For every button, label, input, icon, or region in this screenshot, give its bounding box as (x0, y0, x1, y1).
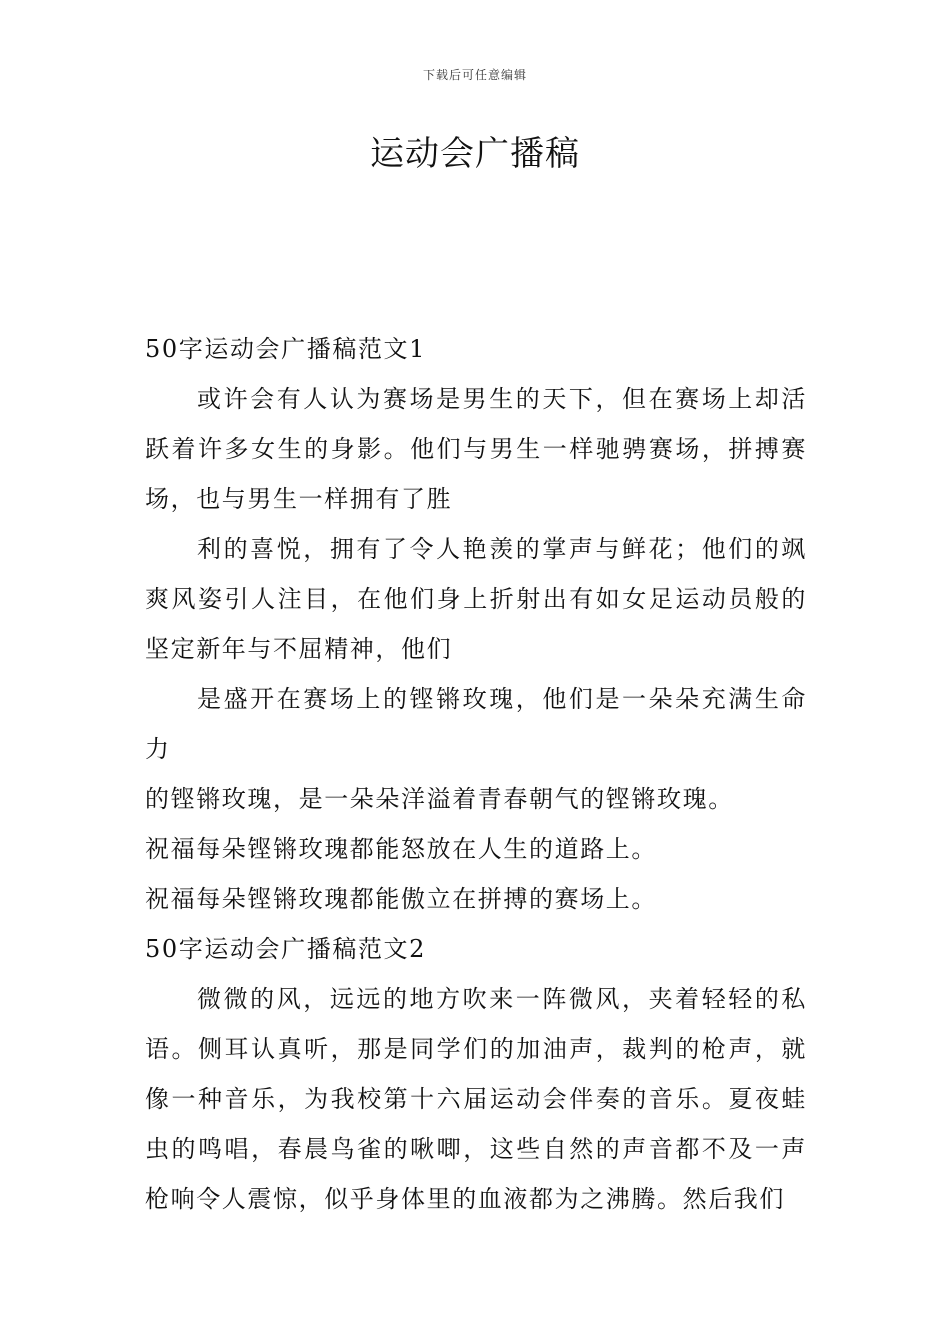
paragraph: 微微的风，远远的地方吹来一阵微风，夹着轻轻的私语。侧耳认真听，那是同学们的加油声，裁判的枪声，就像一种音乐，为我校第十六届运动会伴奏的音乐。夏夜蛙虫的鸣唱，春晨鸟雀的啾唧，这些自然的声音都不及一声枪响令人震惊，似乎身体里的血液都为之沸腾。然后我们 (145, 985, 807, 1213)
document-body (145, 324, 807, 1224)
section-heading: 50字运动会广播稿范文1 (145, 335, 427, 363)
paragraph: 利的喜悦，拥有了令人艳羡的掌声与鲜花；他们的飒爽风姿引人注目，在他们身上折射出有如女足运动员般的坚定新年与不屈精神，他们 (145, 535, 807, 663)
paragraph: 的铿锵玫瑰，是一朵朵洋溢着青春朝气的铿锵玫瑰。 (145, 785, 734, 813)
paragraph: 祝福每朵铿锵玫瑰都能怒放在人生的道路上。 (145, 835, 657, 863)
paragraph: 是盛开在赛场上的铿锵玫瑰，他们是一朵朵充满生命力 (145, 685, 807, 763)
paragraph: 祝福每朵铿锵玫瑰都能傲立在拼搏的赛场上。 (145, 885, 657, 913)
paragraph: 或许会有人认为赛场是男生的天下，但在赛场上却活跃着许多女生的身影。他们与男生一样驰骋赛场，拼搏赛场，也与男生一样拥有了胜 (145, 385, 807, 513)
section-heading: 50字运动会广播稿范文2 (145, 935, 427, 963)
document-title: 运动会广播稿 (370, 134, 580, 174)
header-note: 下载后可任意编辑 (422, 68, 527, 82)
